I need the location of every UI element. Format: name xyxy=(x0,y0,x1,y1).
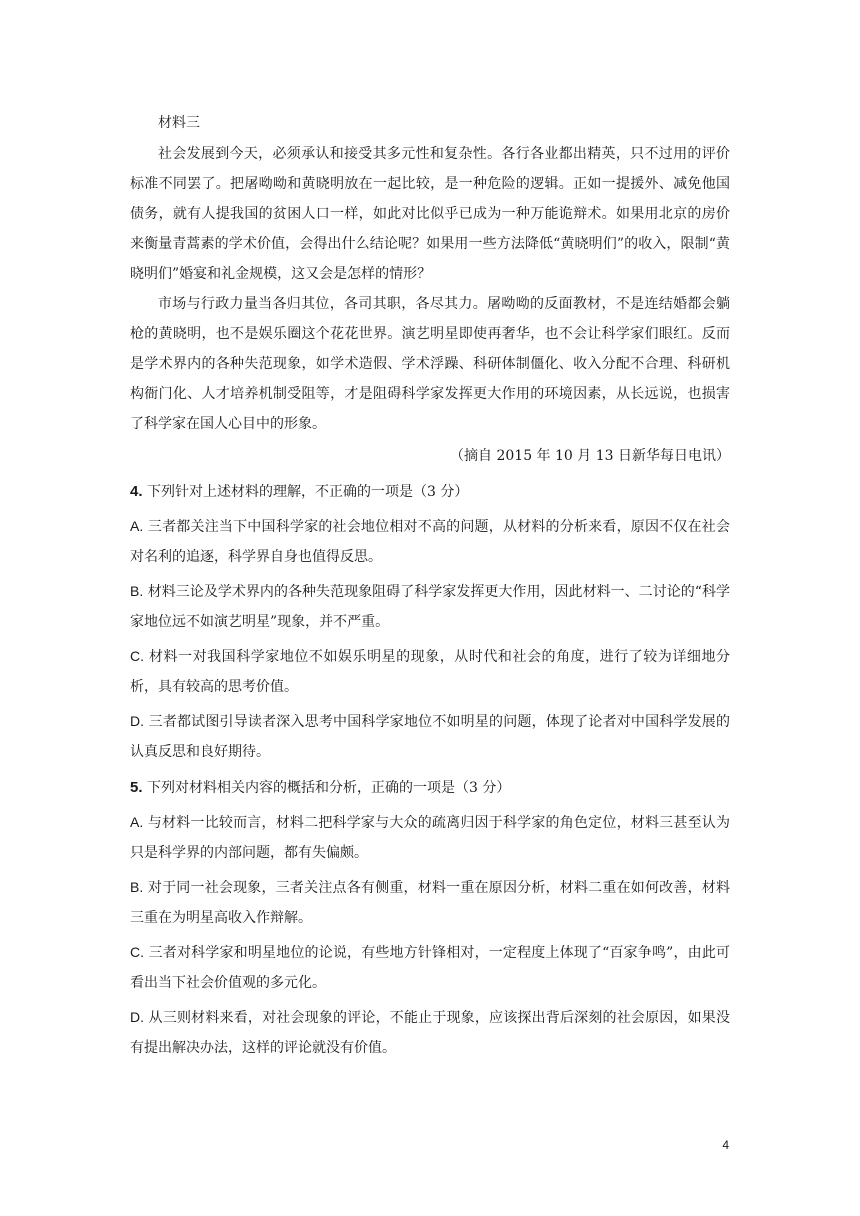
option-text: 材料三论及学术界内的各种失范现象阻碍了科学家发挥更大作用，因此材料一、二讨论的“科学家地位远不如演艺明星”现象，并不严重。 xyxy=(130,584,730,630)
question-4-option-b xyxy=(130,576,730,637)
option-letter: D. xyxy=(130,713,144,729)
option-text: 从三则材料来看，对社会现象的评论，不能止于现象，应该探出背后深刻的社会原因，如果没有提出解决办法，这样的评论就没有价值。 xyxy=(130,1010,730,1056)
option-letter: C. xyxy=(130,944,144,960)
question-5-option-c xyxy=(130,937,730,998)
question-5-option-b xyxy=(130,872,730,933)
question-4-stem: 下列针对上述材料的理解，不正确的一项是（3 分） xyxy=(142,484,469,500)
option-text: 三者对科学家和明星地位的论说，有些地方针锋相对，一定程度上体现了“百家争鸣”，由此可看出当下社会价值观的多元化。 xyxy=(130,945,730,991)
question-4 xyxy=(130,477,730,767)
option-letter: B. xyxy=(130,583,144,599)
option-text: 材料一对我国科学家地位不如娱乐明星的现象，从时代和社会的角度，进行了较为详细地分析，具有较高的思考价值。 xyxy=(130,649,730,695)
question-4-number: 4. xyxy=(130,483,143,500)
option-letter: A. xyxy=(130,814,144,830)
question-5-option-a xyxy=(130,807,730,868)
material-source: （摘自 2015 年 10 月 13 日新华每日电讯） xyxy=(450,448,730,464)
option-text: 与材料一比较而言，材料二把科学家与大众的疏离归因于科学家的角色定位，材料三甚至认为只是科学界的内部问题，都有失偏颇。 xyxy=(130,815,730,861)
material-paragraph-1: 社会发展到今天，必须承认和接受其多元性和复杂性。各行各业都出精英，只不过用的评价标准不同罢了。把屠呦呦和黄晓明放在一起比较，是一种危险的逻辑。正如一提援外、减免他国债务，就有人提我国的贫困人口一样，如此对比似乎已成为一种万能诡辩术。如果用北京的房价来衡量青蒿素的学术价值，会得出什么结论呢？如果用一些方法降低“黄晓明们”的收入，限制“黄晓明们”婚宴和礼金规模，这又会是怎样的情形？ xyxy=(130,146,730,282)
option-letter: A. xyxy=(130,518,144,534)
page-content xyxy=(130,107,730,1063)
material-heading: 材料三 xyxy=(158,115,200,131)
question-4-title xyxy=(130,477,730,507)
option-text: 对于同一社会现象，三者关注点各有侧重，材料一重在原因分析，材料二重在如何改善，材料三重在为明星高收入作辩解。 xyxy=(130,880,730,926)
material-paragraph-2: 市场与行政力量当各归其位，各司其职，各尽其力。屠呦呦的反面教材，不是连结婚都会躺枪的黄晓明，也不是娱乐圈这个花花世界。演艺明星即使再奢华，也不会让科学家们眼红。反而是学术界内的各种失范现象，如学术造假、学术浮躁、科研体制僵化、收入分配不合理、科研机构衙门化、人才培养机制受阻等，才是阻碍科学家发挥更大作用的环境因素，从长远说，也损害了科学家在国人心目中的形象。 xyxy=(130,296,730,432)
question-5 xyxy=(130,773,730,1063)
option-text: 三者都关注当下中国科学家的社会地位相对不高的问题，从材料的分析来看，原因不仅在社会对名利的追逐，科学界自身也值得反思。 xyxy=(130,519,730,565)
question-4-option-a xyxy=(130,511,730,572)
question-5-number: 5. xyxy=(130,779,143,796)
option-letter: C. xyxy=(130,648,144,664)
question-5-option-d xyxy=(130,1002,730,1063)
question-4-option-c xyxy=(130,641,730,702)
question-4-option-d xyxy=(130,706,730,767)
question-5-stem: 下列对材料相关内容的概括和分析，正确的一项是（3 分） xyxy=(142,780,511,796)
page-number: 4 xyxy=(722,1138,729,1152)
question-5-title xyxy=(130,773,730,803)
option-text: 三者都试图引导读者深入思考中国科学家地位不如明星的问题，体现了论者对中国科学发展的认真反思和良好期待。 xyxy=(130,714,730,760)
option-letter: B. xyxy=(130,879,144,895)
option-letter: D. xyxy=(130,1009,144,1025)
